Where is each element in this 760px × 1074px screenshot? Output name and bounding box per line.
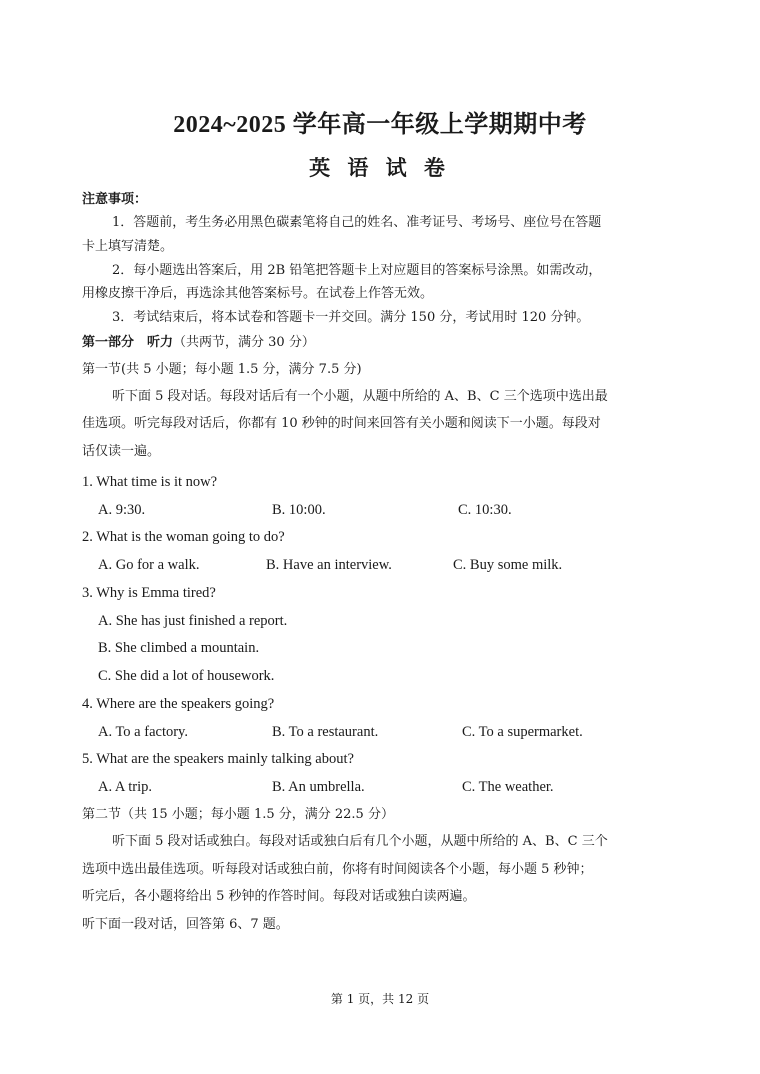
question-5-option-b: B. An umbrella. [272, 779, 365, 795]
question-2-option-a: A. Go for a walk. [98, 557, 200, 573]
question-1-option-a: A. 9:30. [98, 502, 146, 518]
question-2-option-b: B. Have an interview. [266, 557, 392, 573]
question-4: 4. Where are the speakers going? [82, 696, 275, 712]
part1-heading: 第一部分 听力 [82, 335, 174, 350]
section1-instruction-line-2: 佳选项。听完每段对话后，你都有 10 秒钟的时间来回答有关小题和阅读下一小题。每段对 [82, 416, 601, 431]
section2-instruction-line-1: 听下面 5 段对话或独白。每段对话或独白后有几个小题，从题中所给的 A、B、C 三个 [112, 834, 608, 849]
exam-title: 2024~2025 学年高一年级上学期期中考 [173, 112, 587, 138]
part1-heading-note: （共两节，满分 30 分） [173, 335, 315, 350]
question-1: 1. What time is it now? [82, 474, 218, 490]
notice-item-2-line-2: 用橡皮擦干净后，再选涂其他答案标号。在试卷上作答无效。 [82, 286, 434, 301]
question-4-option-b: B. To a restaurant. [272, 724, 379, 740]
question-3-option-b: B. She climbed a mountain. [98, 640, 260, 656]
question-2: 2. What is the woman going to do? [82, 529, 285, 545]
section2-heading: 第二节（共 15 小题；每小题 1.5 分，满分 22.5 分） [82, 807, 394, 822]
question-2-option-c: C. Buy some milk. [453, 557, 563, 573]
notice-heading: 注意事项： [82, 192, 148, 207]
notice-item-1-line-2: 卡上填写清楚。 [82, 239, 174, 254]
page-footer: 第 1 页，共 12 页 [330, 992, 430, 1006]
section2-instruction-line-3: 听完后，各小题将给出 5 秒钟的作答时间。每段对话或独白读两遍。 [82, 889, 476, 904]
part1-heading-line [82, 333, 315, 353]
section1-heading: 第一节(共 5 小题；每小题 1.5 分，满分 7.5 分) [82, 362, 362, 377]
section2-instruction-line-2: 选项中选出最佳选项。听每段对话或独白前，你将有时间阅读各个小题，每小题 5 秒钟； [82, 862, 593, 877]
section1-instruction-line-3: 话仅读一遍。 [82, 444, 161, 459]
notice-item-1-line-1: 1．答题前，考生务必用黑色碳素笔将自己的姓名、准考证号、考场号、座位号在答题 [112, 215, 602, 230]
question-1-option-b: B. 10:00. [272, 502, 326, 518]
question-3-option-a: A. She has just finished a report. [98, 613, 288, 629]
notice-item-3: 3．考试结束后，将本试卷和答题卡一并交回。满分 150 分，考试用时 120 分钟。 [112, 310, 590, 325]
question-5-option-c: C. The weather. [462, 779, 554, 795]
exam-subtitle: 英 语 试 卷 [309, 156, 451, 180]
section1-instruction-line-1: 听下面 5 段对话。每段对话后有一个小题，从题中所给的 A、B、C 三个选项中选出最 [112, 389, 608, 404]
question-4-option-c: C. To a supermarket. [462, 724, 583, 740]
question-3-option-c: C. She did a lot of housework. [98, 668, 275, 684]
question-5-option-a: A. A trip. [98, 779, 152, 795]
notice-item-2-line-1: 2．每小题选出答案后，用 2B 铅笔把答题卡上对应题目的答案标号涂黑。如需改动， [112, 263, 602, 278]
question-3: 3. Why is Emma tired? [82, 585, 216, 601]
dialog-intro: 听下面一段对话，回答第 6、7 题。 [82, 917, 289, 932]
question-4-option-a: A. To a factory. [98, 724, 188, 740]
question-1-option-c: C. 10:30. [458, 502, 512, 518]
question-5: 5. What are the speakers mainly talking about? [82, 751, 354, 767]
